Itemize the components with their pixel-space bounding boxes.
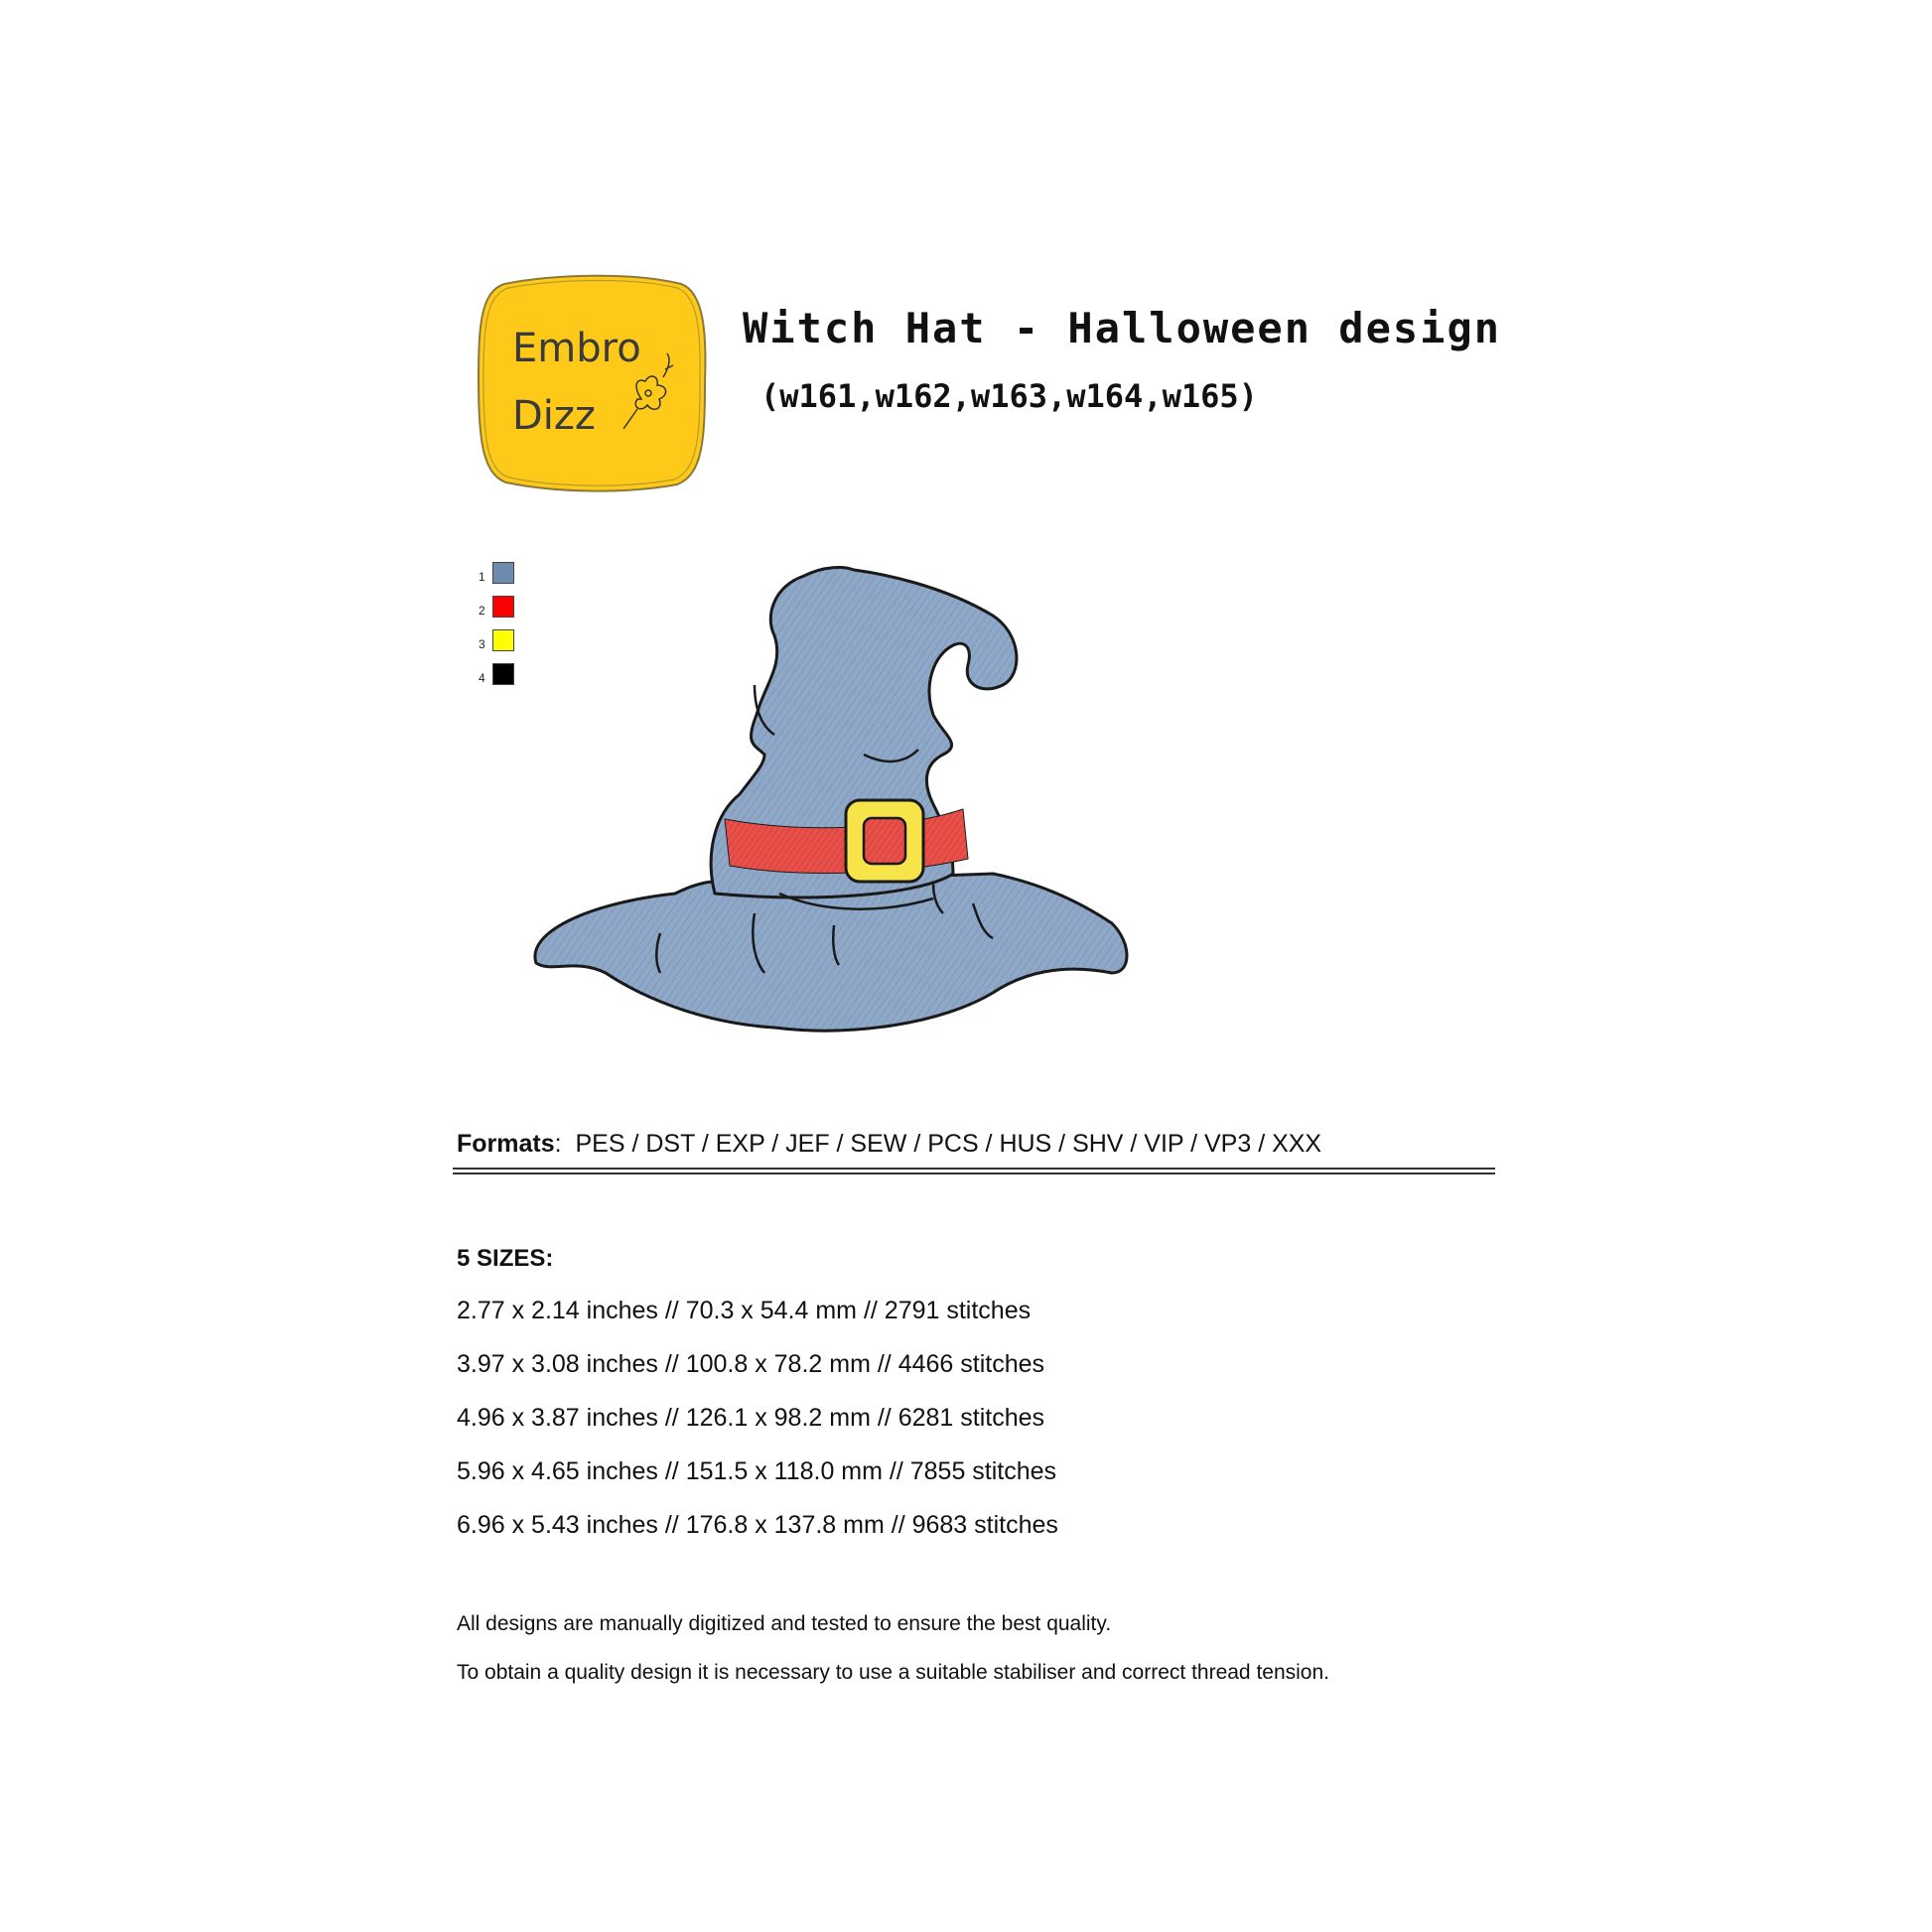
formats-line: Formats: PES / DST / EXP / JEF / SEW / PCS / HUS / SHV / VIP / VP3 / XXX xyxy=(457,1130,1322,1158)
swatch-number: 3 xyxy=(479,637,485,651)
size-item: 5.96 x 4.65 inches // 151.5 x 118.0 mm // 7855 stitches xyxy=(457,1457,1057,1485)
palette-swatch xyxy=(479,562,518,590)
logo-text-line1: Embro xyxy=(512,326,641,371)
page-title: Witch Hat - Halloween design xyxy=(743,304,1502,352)
design-codes: (w161,w162,w163,w164,w165) xyxy=(760,377,1258,415)
swatch-number: 4 xyxy=(479,671,485,685)
palette-swatch xyxy=(479,663,518,691)
quality-note: All designs are manually digitized and tested to ensure the best quality. xyxy=(457,1612,1112,1635)
swatch-color xyxy=(492,663,514,685)
swatch-color xyxy=(492,629,514,651)
witch-hat-illustration xyxy=(526,556,1152,1052)
swatch-number: 1 xyxy=(479,570,485,584)
divider xyxy=(453,1173,1495,1174)
palette-swatch xyxy=(479,596,518,623)
formats-list: PES / DST / EXP / JEF / SEW / PCS / HUS / SHV / VIP / VP3 / XXX xyxy=(575,1130,1322,1158)
brand-logo xyxy=(475,270,709,492)
divider xyxy=(453,1168,1495,1170)
stabiliser-note: To obtain a quality design it is necessary to use a suitable stabiliser and correct thread tension. xyxy=(457,1661,1329,1684)
palette-swatch xyxy=(479,629,518,657)
size-item: 6.96 x 5.43 inches // 176.8 x 137.8 mm // 9683 stitches xyxy=(457,1511,1058,1539)
formats-label: Formats xyxy=(457,1130,555,1158)
swatch-color xyxy=(492,562,514,584)
size-item: 4.96 x 3.87 inches // 126.1 x 98.2 mm // 6281 stitches xyxy=(457,1404,1045,1432)
logo-badge-icon xyxy=(475,270,709,492)
size-item: 2.77 x 2.14 inches // 70.3 x 54.4 mm // 2791 stitches xyxy=(457,1297,1032,1324)
logo-text-line2: Dizz xyxy=(512,393,596,439)
swatch-color xyxy=(492,596,514,618)
witch-hat-icon xyxy=(526,556,1152,1052)
swatch-number: 2 xyxy=(479,604,485,618)
sizes-heading: 5 SIZES: xyxy=(457,1245,554,1272)
size-item: 3.97 x 3.08 inches // 100.8 x 78.2 mm // 4466 stitches xyxy=(457,1350,1045,1378)
